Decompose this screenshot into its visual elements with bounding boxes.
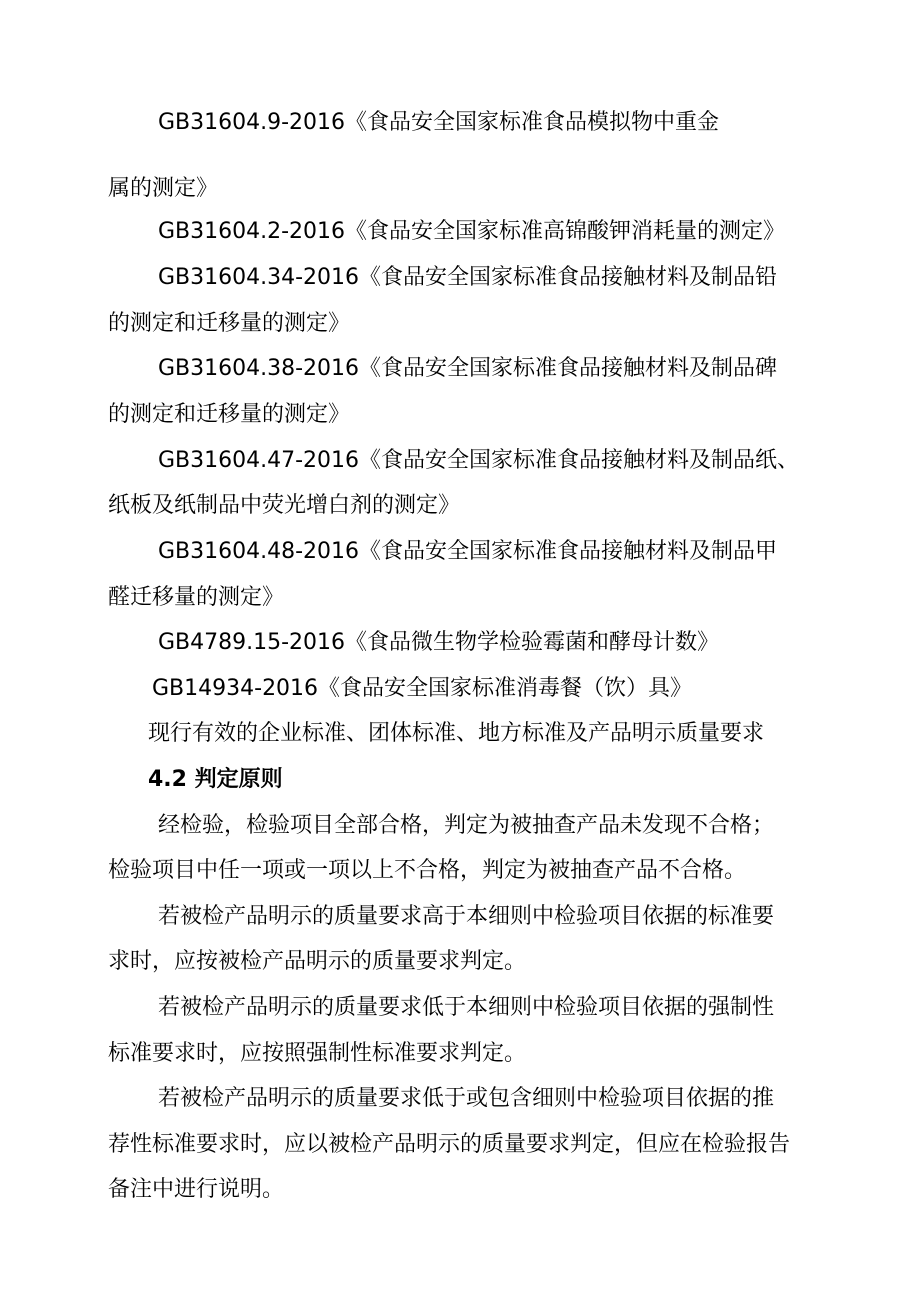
standard-gb31604-9-line1: GB31604.9-2016《食品安全国家标准食品模拟物中重金	[158, 110, 720, 135]
paragraph-2-line1: 若被检产品明示的质量要求高于本细则中检验项目依据的标准要	[158, 904, 775, 929]
standard-gb31604-34-line1: GB31604.34-2016《食品安全国家标准食品接触材料及制品铅	[158, 265, 778, 290]
paragraph-2-line2: 求时，应按被检产品明示的质量要求判定。	[108, 949, 527, 974]
paragraph-4-line2: 荐性标准要求时，应以被检产品明示的质量要求判定，但应在检验报告	[108, 1132, 791, 1157]
paragraph-1-line1: 经检验，检验项目全部合格，判定为被抽查产品未发现不合格；	[158, 813, 775, 838]
paragraph-3-line1: 若被检产品明示的质量要求低于本细则中检验项目依据的强制性	[158, 995, 775, 1020]
standard-gb31604-47-line1: GB31604.47-2016《食品安全国家标准食品接触材料及制品纸、	[158, 448, 800, 473]
standard-gb31604-2: GB31604.2-2016《食品安全国家标准高锦酸钾消耗量的测定》	[158, 219, 786, 244]
standard-gb31604-38-line1: GB31604.38-2016《食品安全国家标准食品接触材料及制品碑	[158, 356, 778, 381]
standard-gb31604-48-line1: GB31604.48-2016《食品安全国家标准食品接触材料及制品甲	[158, 539, 778, 564]
standard-gb31604-47-line2: 纸板及纸制品中荧光增白剂的测定》	[108, 493, 461, 518]
section-heading: 4.2 判定原则	[148, 767, 283, 792]
paragraph-4-line1: 若被检产品明示的质量要求低于或包含细则中检验项目依据的推	[158, 1086, 775, 1111]
paragraph-1-line2: 检验项目中任一项或一项以上不合格，判定为被抽查产品不合格。	[108, 858, 747, 883]
standard-gb31604-9-line2: 属的测定》	[108, 176, 219, 201]
paragraph-4-line3: 备注中进行说明。	[108, 1177, 285, 1202]
standard-current-requirements: 现行有效的企业标准、团体标准、地方标准及产品明示质量要求	[148, 721, 765, 746]
standard-gb31604-38-line2: 的测定和迁移量的测定》	[108, 402, 351, 427]
standard-gb31604-48-line2: 醛迁移量的测定》	[108, 585, 285, 610]
standard-gb14934: GB14934-2016《食品安全国家标准消毒餐（饮）具》	[152, 676, 693, 701]
standard-gb4789-15: GB4789.15-2016《食品微生物学检验霉菌和酵母计数》	[158, 630, 720, 655]
paragraph-3-line2: 标准要求时，应按照强制性标准要求判定。	[108, 1041, 527, 1066]
standard-gb31604-34-line2: 的测定和迁移量的测定》	[108, 311, 351, 336]
